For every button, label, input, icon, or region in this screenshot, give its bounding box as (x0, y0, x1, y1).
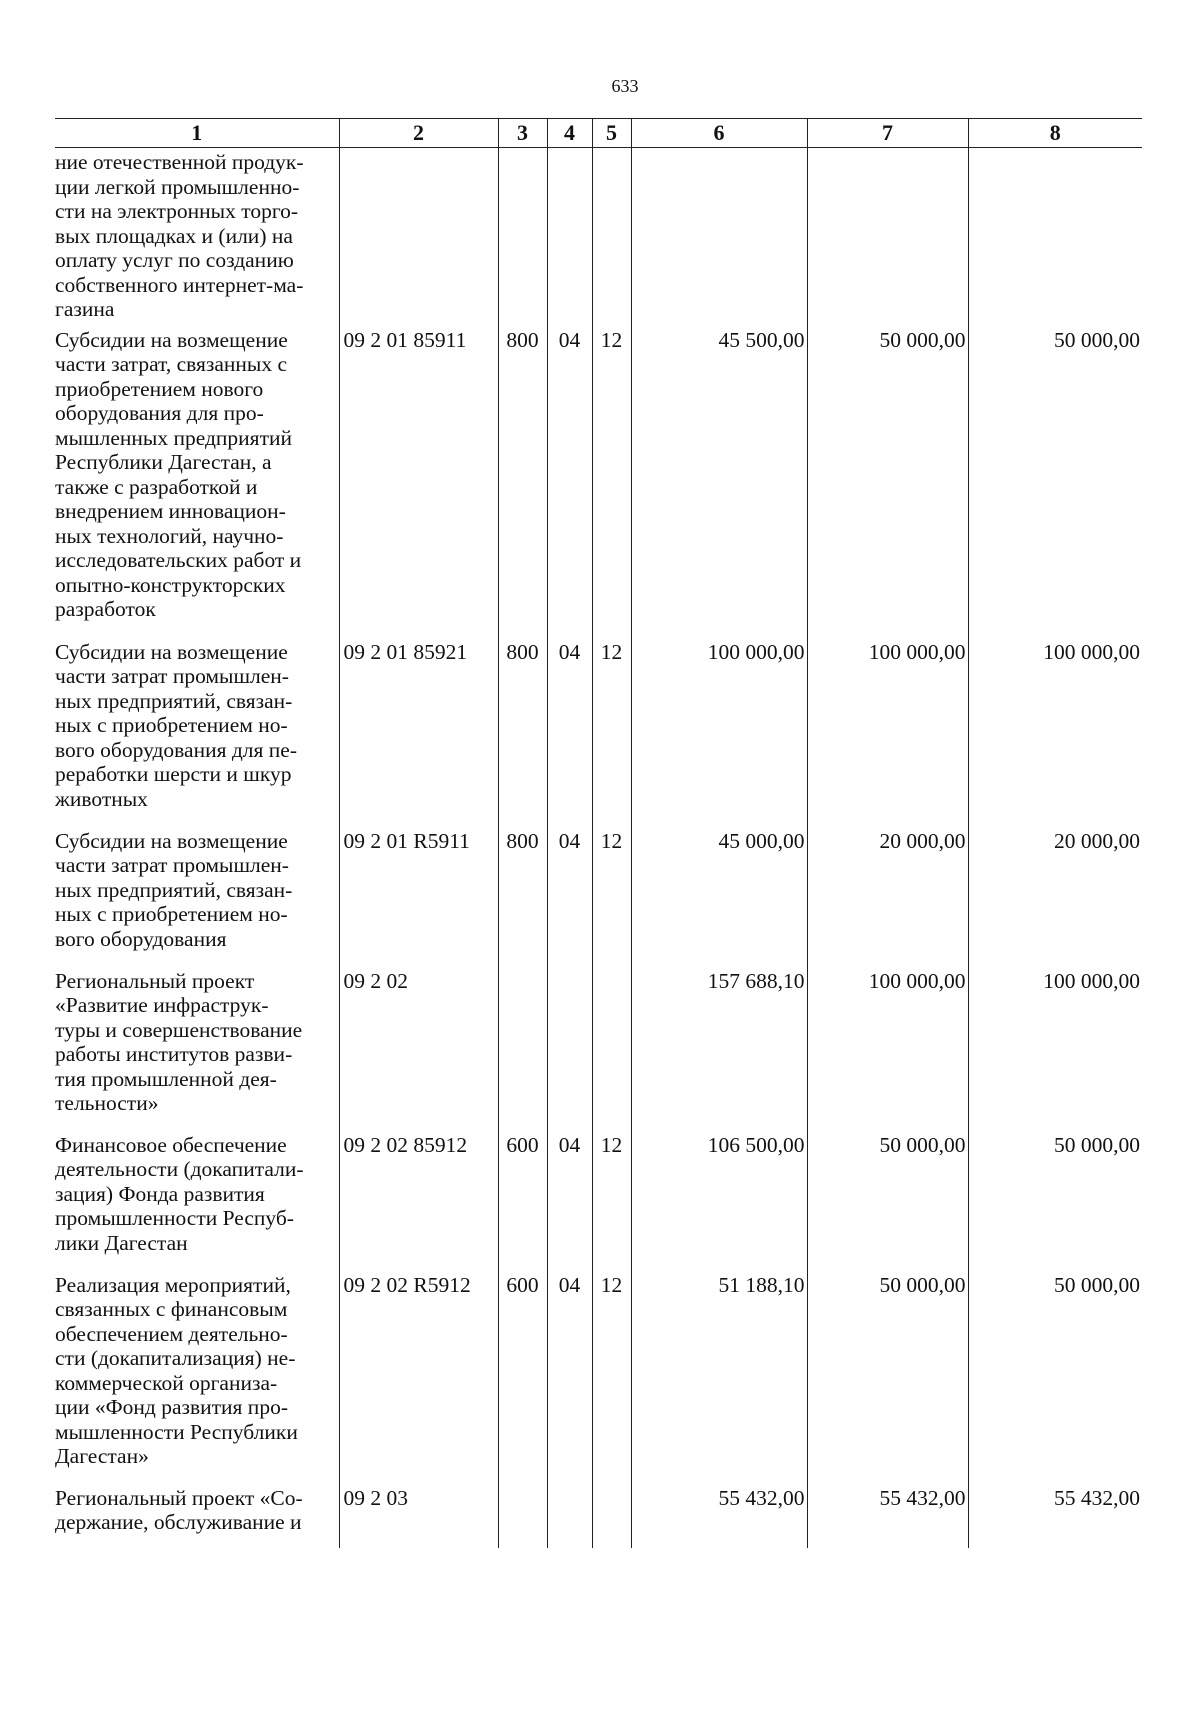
row-amount-7: 20 000,00 (807, 827, 968, 967)
table-row (55, 1484, 1142, 1548)
row-amount-8: 50 000,00 (968, 1271, 1142, 1484)
row-col5: 12 (592, 326, 631, 638)
row-amount-6: 106 500,00 (631, 1131, 807, 1271)
row-col4: 04 (547, 827, 592, 967)
row-amount-7 (807, 148, 968, 326)
row-amount-8: 55 432,00 (968, 1484, 1142, 1548)
table-row (55, 967, 1142, 1131)
column-header-3: 3 (498, 119, 547, 148)
row-amount-7: 100 000,00 (807, 967, 968, 1131)
row-amount-6: 100 000,00 (631, 638, 807, 827)
row-amount-8 (968, 148, 1142, 326)
row-amount-7: 50 000,00 (807, 1271, 968, 1484)
row-amount-7: 55 432,00 (807, 1484, 968, 1548)
row-amount-6: 157 688,10 (631, 967, 807, 1131)
table-row (55, 326, 1142, 638)
row-code: 09 2 01 85911 (339, 326, 498, 638)
budget-table (55, 118, 1142, 1548)
row-code (339, 148, 498, 326)
row-col4 (547, 148, 592, 326)
column-header-5: 5 (592, 119, 631, 148)
row-amount-8: 50 000,00 (968, 1131, 1142, 1271)
row-col5: 12 (592, 638, 631, 827)
row-col3 (498, 148, 547, 326)
row-col5 (592, 148, 631, 326)
row-description: Финансовое обеспечение деятельности (докапитали- зация) Фонда развития промышленности Респуб- лики Дагестан (55, 1132, 304, 1255)
row-col3 (498, 967, 547, 1131)
table-row (55, 148, 1142, 326)
row-amount-7: 50 000,00 (807, 326, 968, 638)
row-col3 (498, 1484, 547, 1548)
column-header-1: 1 (55, 119, 339, 148)
row-code: 09 2 02 85912 (339, 1131, 498, 1271)
row-col5 (592, 1484, 631, 1548)
row-description: Реализация мероприятий, связанных с финансовым обеспечением деятельно- сти (докапитализация) не- коммерческой организа- ции «Фонд развития про- мышленности Республики Дагестан» (55, 1272, 298, 1468)
row-col4 (547, 967, 592, 1131)
row-description: Региональный проект «Развитие инфраструк- туры и совершенствование работы институтов разви- тия промышленной дея- тельности» (55, 968, 303, 1115)
row-amount-8: 100 000,00 (968, 967, 1142, 1131)
column-header-7: 7 (807, 119, 968, 148)
table-row (55, 1131, 1142, 1271)
row-amount-7: 100 000,00 (807, 638, 968, 827)
row-amount-6: 45 500,00 (631, 326, 807, 638)
row-col3: 800 (498, 638, 547, 827)
row-col5 (592, 967, 631, 1131)
row-code: 09 2 01 R5911 (339, 827, 498, 967)
row-amount-8: 20 000,00 (968, 827, 1142, 967)
row-col4: 04 (547, 638, 592, 827)
table-row (55, 638, 1142, 827)
table-row (55, 827, 1142, 967)
row-amount-7: 50 000,00 (807, 1131, 968, 1271)
row-amount-6: 55 432,00 (631, 1484, 807, 1548)
row-amount-6: 45 000,00 (631, 827, 807, 967)
row-code: 09 2 02 R5912 (339, 1271, 498, 1484)
row-description: Региональный проект «Со- держание, обслуживание и (55, 1485, 303, 1534)
column-header-8: 8 (968, 119, 1142, 148)
table-row (55, 1271, 1142, 1484)
column-header-4: 4 (547, 119, 592, 148)
row-col4: 04 (547, 1131, 592, 1271)
row-col4 (547, 1484, 592, 1548)
row-col4: 04 (547, 1271, 592, 1484)
row-description: ние отечественной продук- ции легкой промышленно- сти на электронных торго- вых площадках и (или) на оплату услуг по созданию собственного интернет-ма- газина (55, 150, 304, 321)
row-description: Субсидии на возмещение части затрат промышлен- ных предприятий, связан- ных с приобретением но- вого оборудования для пе- реработки шерсти и шкур животных (55, 639, 297, 811)
row-description: Субсидии на возмещение части затрат промышлен- ных предприятий, связан- ных с приобретением но- вого оборудования (55, 828, 293, 951)
row-col3: 600 (498, 1131, 547, 1271)
row-amount-8: 50 000,00 (968, 326, 1142, 638)
row-amount-8: 100 000,00 (968, 638, 1142, 827)
row-col5: 12 (592, 827, 631, 967)
column-header-6: 6 (631, 119, 807, 148)
row-col3: 600 (498, 1271, 547, 1484)
row-col5: 12 (592, 1271, 631, 1484)
row-amount-6: 51 188,10 (631, 1271, 807, 1484)
row-col4: 04 (547, 326, 592, 638)
row-amount-6 (631, 148, 807, 326)
row-code: 09 2 03 (339, 1484, 498, 1548)
row-code: 09 2 01 85921 (339, 638, 498, 827)
row-col5: 12 (592, 1131, 631, 1271)
row-col3: 800 (498, 827, 547, 967)
row-col3: 800 (498, 326, 547, 638)
header-row (55, 119, 1142, 148)
page-number: 633 (611, 76, 639, 96)
row-description: Субсидии на возмещение части затрат, связанных с приобретением нового оборудования для про- мышленных предприятий Республики Дагестан, а также с разработкой и внедрением инновацион- ных технологий, научно- исследовательских работ и опытно-конструкторских разработок (55, 327, 302, 621)
column-header-2: 2 (339, 119, 498, 148)
row-code: 09 2 02 (339, 967, 498, 1131)
